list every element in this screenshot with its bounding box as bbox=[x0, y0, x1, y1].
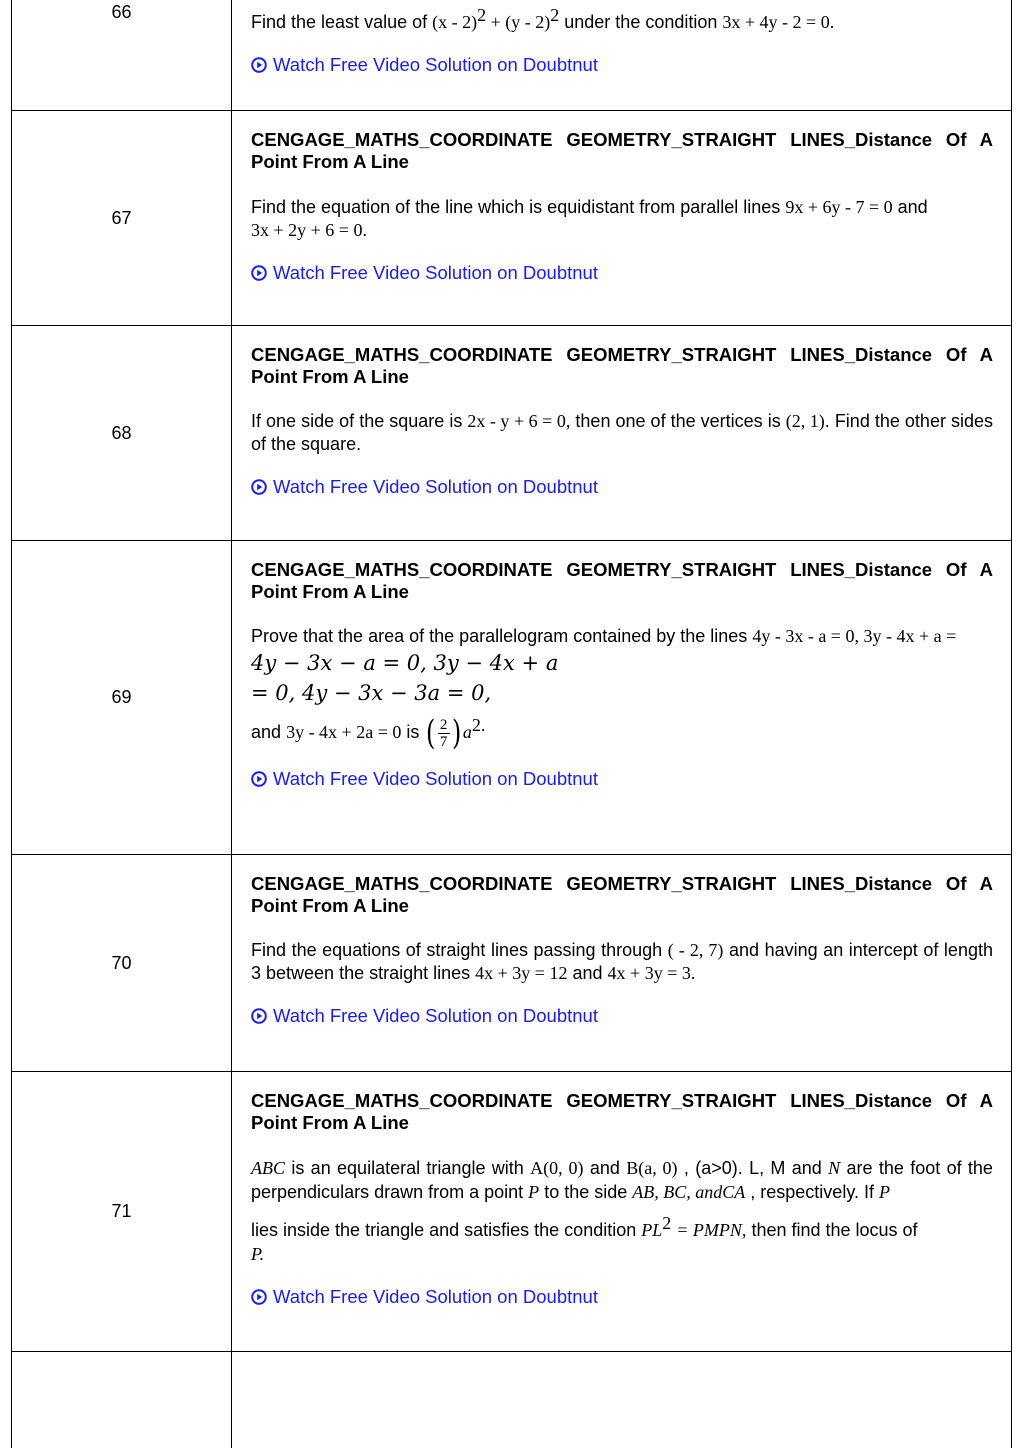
question-number: 67 bbox=[12, 111, 232, 325]
question-number-empty bbox=[12, 1352, 232, 1448]
question-text: Find the equation of the line which is equidistant from parallel lines 9x + 6y - 7 = 0 and 3x + 2y + 6 = 0. bbox=[251, 197, 928, 240]
table-row bbox=[12, 111, 1011, 326]
table-row bbox=[12, 326, 1011, 541]
question-text: ABC is an equilateral triangle with A(0, 0) and B(a, 0) , (a>0). L, M and N are the foot of the perpendiculars drawn from a point P to the side AB, BC, andCA , respectively. If P lies inside the triangle and satisfies the condition $PL^2$ = PMPN, then find the locus of P. bbox=[251, 1158, 993, 1264]
question-text: Find the equations of straight lines passing through ( - 2, 7) and having an intercept of length 3 between the straight lines 4x + 3y = 12 and 4x + 3y = 3. bbox=[251, 940, 993, 983]
play-circle-icon bbox=[251, 57, 267, 73]
watch-video-link[interactable]: Watch Free Video Solution on Doubtnut bbox=[251, 262, 598, 284]
table-row-empty bbox=[12, 1352, 1011, 1448]
watch-video-link[interactable]: Watch Free Video Solution on Doubtnut bbox=[251, 54, 598, 76]
question-number: 69 bbox=[12, 541, 232, 854]
question-heading: CENGAGE_MATHS_COORDINATE GEOMETRY_STRAIGHT LINES_Distance Of A Point From A Line bbox=[251, 559, 993, 602]
play-circle-icon bbox=[251, 479, 267, 495]
play-circle-icon bbox=[251, 771, 267, 787]
question-heading: CENGAGE_MATHS_COORDINATE GEOMETRY_STRAIGHT LINES_Distance Of A Point From A Line bbox=[251, 344, 993, 387]
play-circle-icon bbox=[251, 1289, 267, 1305]
table-row bbox=[12, 0, 1011, 111]
play-circle-icon bbox=[251, 1008, 267, 1024]
question-text: If one side of the square is 2x - y + 6 = 0, then one of the vertices is (2, 1). Find the other sides of the square. bbox=[251, 411, 993, 454]
question-heading: CENGAGE_MATHS_COORDINATE GEOMETRY_STRAIGHT LINES_Distance Of A Point From A Line bbox=[251, 129, 993, 172]
fraction: $\frac{2}{7}$ bbox=[438, 717, 450, 750]
table-row bbox=[12, 1072, 1011, 1352]
watch-video-link[interactable]: Watch Free Video Solution on Doubtnut bbox=[251, 1286, 598, 1308]
question-heading: CENGAGE_MATHS_COORDINATE GEOMETRY_STRAIGHT LINES_Distance Of A Point From A Line bbox=[251, 873, 993, 916]
table-row bbox=[12, 541, 1011, 855]
question-text: Prove that the area of the parallelogram contained by the lines 4y - 3x - a = 0, 3y - 4x + a = bbox=[251, 626, 957, 646]
play-circle-icon bbox=[251, 265, 267, 281]
question-heading: CENGAGE_MATHS_COORDINATE GEOMETRY_STRAIGHT LINES_Distance Of A Point From A Line bbox=[251, 1090, 993, 1133]
math-display-line: = 0, 4y − 3x − 3a = 0, bbox=[251, 681, 492, 705]
watch-video-link[interactable]: Watch Free Video Solution on Doubtnut bbox=[251, 1005, 598, 1027]
question-number: 68 bbox=[12, 326, 232, 540]
question-text: Find the least value of (x - 2)$^2$ + (y - 2)$^2$ under the condition 3x + 4y - 2 = 0. bbox=[251, 5, 835, 32]
table-row bbox=[12, 855, 1011, 1072]
watch-video-link[interactable]: Watch Free Video Solution on Doubtnut bbox=[251, 476, 598, 498]
question-text-continued: and 3y - 4x + 2a = 0 is ( $\frac{2}{7}$ ) $a^{2.}$ bbox=[251, 712, 486, 753]
math-display-line: 4y − 3x − a = 0, 3y − 4x + a bbox=[251, 651, 559, 675]
question-number: 71 bbox=[12, 1072, 232, 1351]
question-number: 70 bbox=[12, 855, 232, 1071]
question-table bbox=[11, 0, 1012, 1448]
question-number: 66 bbox=[12, 0, 232, 110]
watch-video-link[interactable]: Watch Free Video Solution on Doubtnut bbox=[251, 768, 598, 790]
